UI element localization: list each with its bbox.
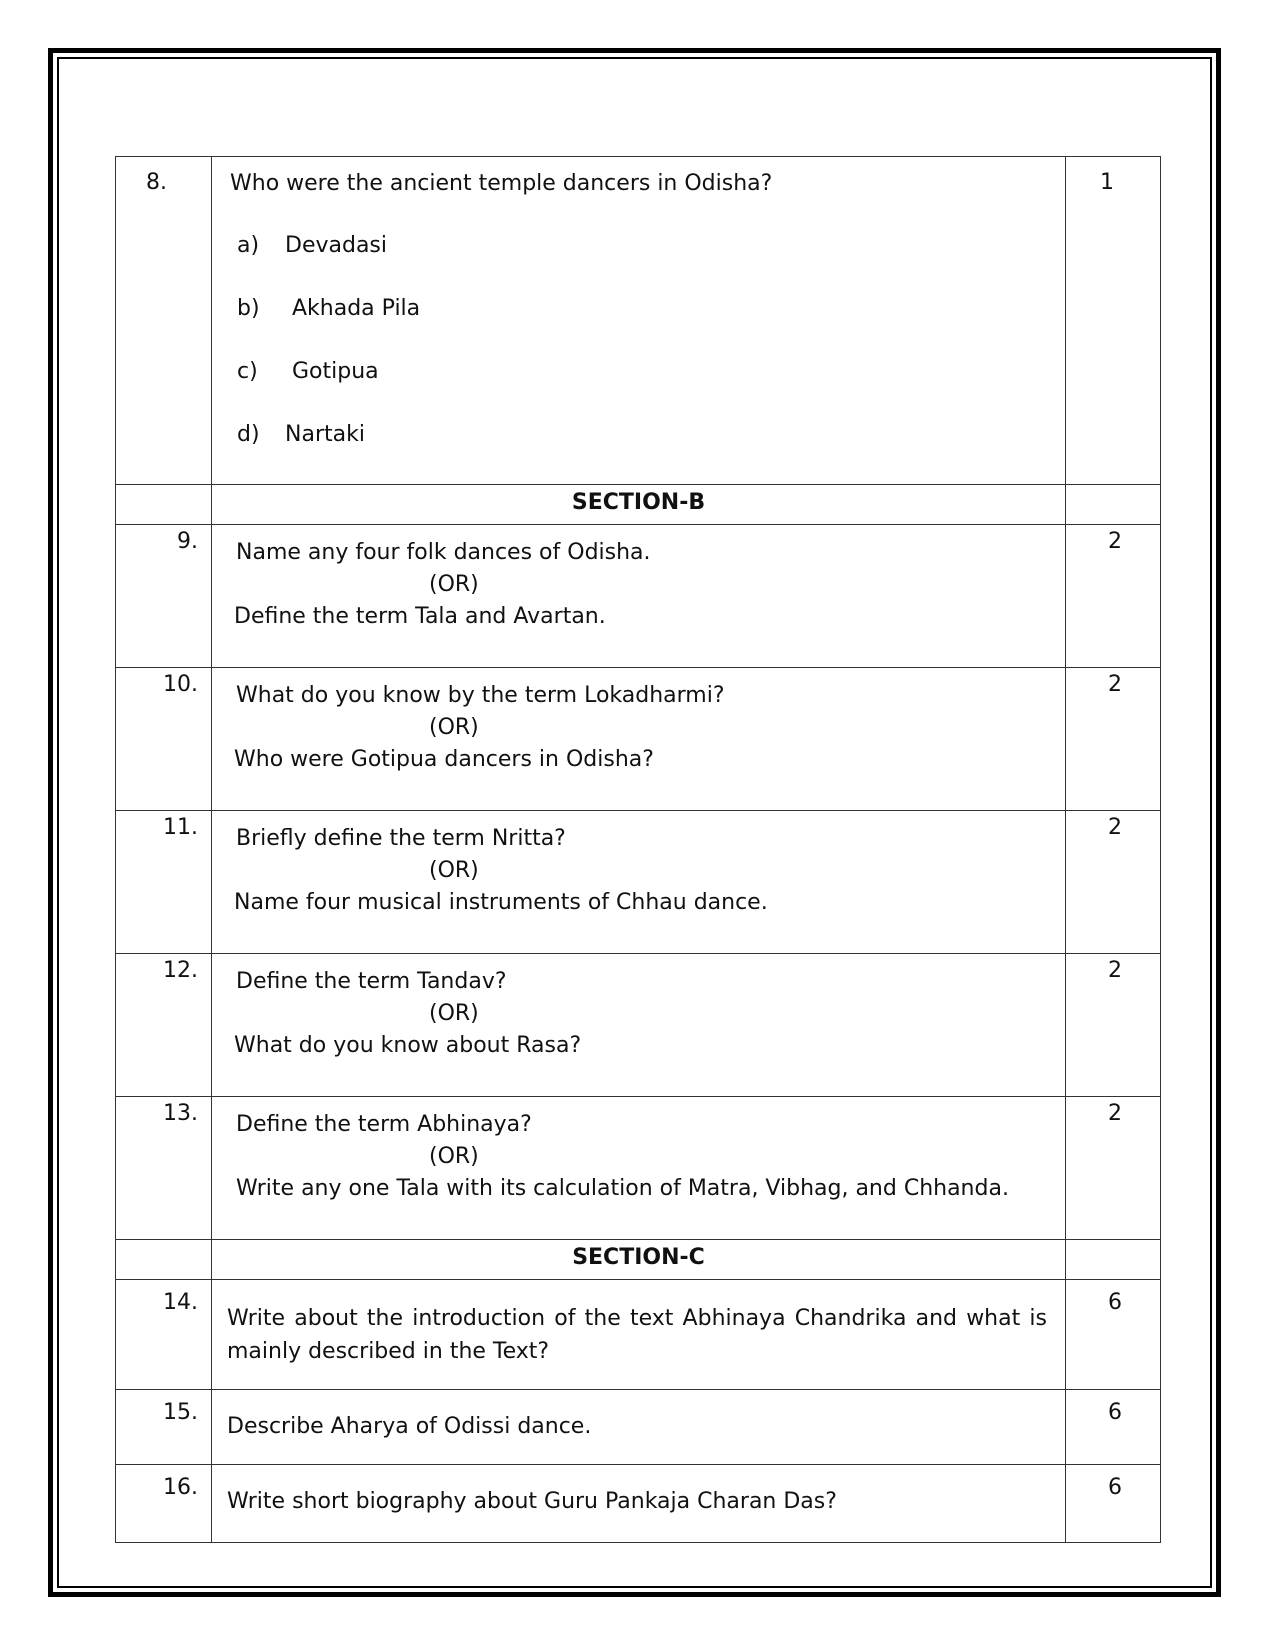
marks: 2 bbox=[1066, 525, 1161, 668]
question-number: 14. bbox=[116, 1280, 212, 1390]
option-c bbox=[230, 358, 1065, 421]
option-label: d) bbox=[237, 422, 260, 447]
or-label: (OR) bbox=[429, 715, 479, 740]
question-text: Write short biography about Guru Pankaja Charan Das? bbox=[227, 1489, 837, 1514]
alternative-question-text: Name four musical instruments of Chhau dance. bbox=[234, 890, 768, 915]
question-text: What do you know by the term Lokadharmi? bbox=[236, 683, 725, 708]
or-label: (OR) bbox=[429, 858, 479, 883]
option-a bbox=[230, 232, 1065, 295]
question-number: 10. bbox=[116, 668, 212, 811]
question-text: Who were the ancient temple dancers in Odisha? bbox=[230, 171, 773, 196]
question-number: 15. bbox=[116, 1390, 212, 1465]
question-row-9 bbox=[116, 525, 1161, 668]
question-row-10 bbox=[116, 668, 1161, 811]
option-text: Akhada Pila bbox=[292, 296, 421, 321]
or-label: (OR) bbox=[429, 572, 479, 597]
question-row-15 bbox=[116, 1390, 1161, 1465]
question-text: Name any four folk dances of Odisha. bbox=[236, 540, 651, 565]
marks: 2 bbox=[1066, 1097, 1161, 1240]
marks: 6 bbox=[1066, 1465, 1161, 1543]
question-text: Write about the introduction of the text Abhinaya Chandrika and what is mainly described in the Text? bbox=[227, 1306, 1047, 1364]
question-cell bbox=[212, 157, 1066, 485]
question-number: 16. bbox=[116, 1465, 212, 1543]
or-label: (OR) bbox=[429, 1144, 479, 1169]
alternative-question-text: What do you know about Rasa? bbox=[234, 1033, 582, 1058]
section-b-header-row bbox=[116, 485, 1161, 525]
option-b bbox=[230, 295, 1065, 358]
question-row-13 bbox=[116, 1097, 1161, 1240]
option-text: Devadasi bbox=[285, 233, 387, 258]
question-number: 9. bbox=[116, 525, 212, 668]
alternative-question-text: Define the term Tala and Avartan. bbox=[234, 604, 606, 629]
section-b-title: SECTION-B bbox=[212, 485, 1066, 525]
question-text: Define the term Tandav? bbox=[236, 969, 507, 994]
question-row-12 bbox=[116, 954, 1161, 1097]
option-text: Nartaki bbox=[285, 422, 365, 447]
section-c-header-row bbox=[116, 1240, 1161, 1280]
question-row-8 bbox=[116, 157, 1161, 485]
question-number: 11. bbox=[116, 811, 212, 954]
question-number: 13. bbox=[116, 1097, 212, 1240]
question-text: Define the term Abhinaya? bbox=[236, 1112, 532, 1137]
marks: 6 bbox=[1066, 1280, 1161, 1390]
marks: 1 bbox=[1066, 157, 1161, 485]
question-number: 8. bbox=[116, 157, 212, 485]
option-d bbox=[230, 421, 1065, 484]
or-label: (OR) bbox=[429, 1001, 479, 1026]
section-c-title: SECTION-C bbox=[212, 1240, 1066, 1280]
question-row-14 bbox=[116, 1280, 1161, 1390]
marks: 2 bbox=[1066, 954, 1161, 1097]
marks: 2 bbox=[1066, 668, 1161, 811]
question-row-11 bbox=[116, 811, 1161, 954]
option-text: Gotipua bbox=[292, 359, 379, 384]
question-text: Describe Aharya of Odissi dance. bbox=[227, 1414, 592, 1439]
marks: 2 bbox=[1066, 811, 1161, 954]
option-label: b) bbox=[237, 296, 260, 321]
question-row-16 bbox=[116, 1465, 1161, 1543]
option-label: c) bbox=[237, 359, 258, 384]
option-label: a) bbox=[237, 233, 260, 258]
marks: 6 bbox=[1066, 1390, 1161, 1465]
alternative-question-text: Who were Gotipua dancers in Odisha? bbox=[234, 747, 654, 772]
question-text: Briefly define the term Nritta? bbox=[236, 826, 566, 851]
question-table bbox=[115, 156, 1161, 1543]
question-number: 12. bbox=[116, 954, 212, 1097]
alternative-question-text: Write any one Tala with its calculation of Matra, Vibhag, and Chhanda. bbox=[236, 1176, 1009, 1201]
